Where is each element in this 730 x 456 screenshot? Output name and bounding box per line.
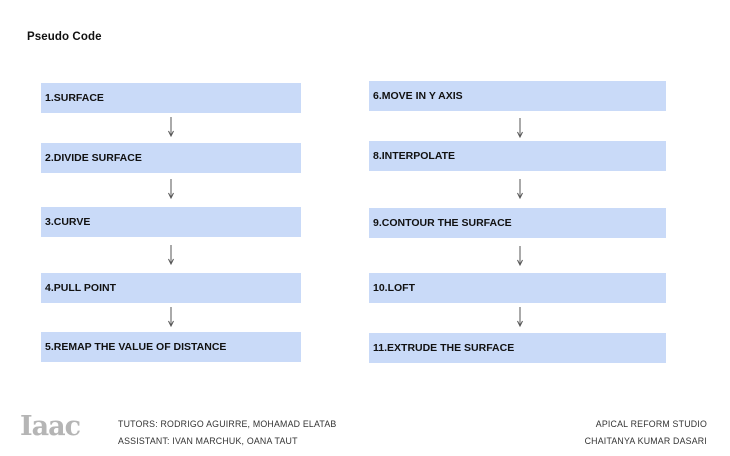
- studio-name: APICAL REFORM STUDIO: [595, 419, 707, 429]
- arrow-down-icon: [166, 117, 176, 137]
- arrow-down-icon: [166, 307, 176, 327]
- step-loft: 10.LOFT: [369, 273, 666, 303]
- diagram-title: Pseudo Code: [27, 31, 102, 43]
- arrow-down-icon: [515, 179, 525, 199]
- arrow-down-icon: [166, 245, 176, 265]
- step-remap-distance: 5.REMAP THE VALUE OF DISTANCE: [41, 332, 301, 362]
- assistant-text: ASSISTANT: IVAN MARCHUK, OANA TAUT: [118, 436, 298, 446]
- step-move-y-axis: 6.MOVE IN Y AXIS: [369, 81, 666, 111]
- step-curve: 3.CURVE: [41, 207, 301, 237]
- logo-text: Iaac: [20, 411, 81, 441]
- step-divide-surface: 2.DIVIDE SURFACE: [41, 143, 301, 173]
- step-surface: 1.SURFACE: [41, 83, 301, 113]
- arrow-down-icon: [515, 118, 525, 138]
- step-contour-surface: 9.CONTOUR THE SURFACE: [369, 208, 666, 238]
- step-interpolate: 8.INTERPOLATE: [369, 141, 666, 171]
- arrow-down-icon: [166, 179, 176, 199]
- author-name: CHAITANYA KUMAR DASARI: [584, 436, 707, 446]
- tutors-text: TUTORS: RODRIGO AGUIRRE, MOHAMAD ELATAB: [118, 419, 337, 429]
- arrow-down-icon: [515, 307, 525, 327]
- step-pull-point: 4.PULL POINT: [41, 273, 301, 303]
- iaac-logo: [20, 411, 100, 441]
- arrow-down-icon: [515, 246, 525, 266]
- step-extrude-surface: 11.EXTRUDE THE SURFACE: [369, 333, 666, 363]
